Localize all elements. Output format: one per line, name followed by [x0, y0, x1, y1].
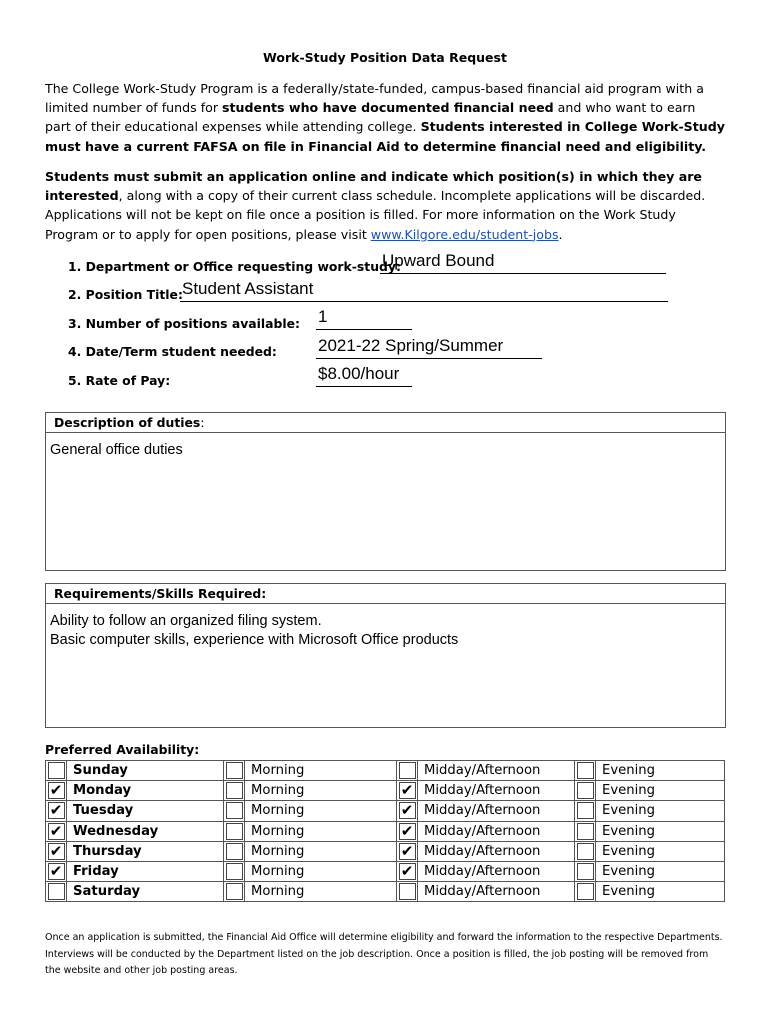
day-name: Saturday: [67, 882, 224, 902]
midday-label: Midday/Afternoon: [418, 882, 575, 902]
intro-emphasis: students who have documented financial need: [222, 100, 554, 116]
day-cell: [46, 882, 67, 902]
duties-field[interactable]: [46, 433, 725, 468]
morning-checkbox[interactable]: [226, 863, 243, 880]
midday-cell: [397, 781, 418, 801]
morning-checkbox[interactable]: [226, 802, 243, 819]
day-cell: [46, 761, 67, 781]
availability-row: [46, 861, 725, 881]
requirements-line: Ability to follow an organized filing system.: [50, 613, 322, 629]
availability-row: [46, 882, 725, 902]
duties-value: General office duties: [50, 442, 183, 458]
department-label: 1. Department or Office requesting work-study:: [68, 259, 401, 274]
midday-checkbox[interactable]: ✔: [399, 823, 416, 840]
availability-label: Preferred Availability:: [45, 742, 200, 757]
department-value: Upward Bound: [382, 251, 495, 270]
midday-label: Midday/Afternoon: [418, 841, 575, 861]
midday-cell: [397, 761, 418, 781]
application-text: , along with a copy of their current class schedule. Incomplete applications will be discarded. Applications will not be kept on file once a position is filled. For more information on the Work Study Program or to apply for open positions, please visit: [45, 188, 706, 242]
requirements-line: Basic computer skills, experience with Microsoft Office products: [50, 632, 459, 648]
morning-checkbox[interactable]: [226, 883, 243, 900]
midday-label: Midday/Afternoon: [418, 861, 575, 881]
day-checkbox[interactable]: ✔: [48, 863, 65, 880]
intro-paragraph: [45, 79, 725, 156]
evening-label: Evening: [596, 882, 725, 902]
evening-checkbox[interactable]: [577, 762, 594, 779]
rate-of-pay-label: 5. Rate of Pay:: [68, 373, 171, 388]
rate-of-pay-field[interactable]: [316, 364, 412, 387]
morning-cell: [224, 821, 245, 841]
position-title-field[interactable]: [180, 279, 668, 302]
midday-cell: [397, 801, 418, 821]
duties-label: Description of duties: [54, 415, 201, 430]
evening-label: Evening: [596, 761, 725, 781]
morning-checkbox[interactable]: [226, 823, 243, 840]
day-cell: [46, 801, 67, 821]
number-positions-value: 1: [318, 307, 328, 326]
availability-row: [46, 761, 725, 781]
page-title: Work-Study Position Data Request: [263, 50, 507, 65]
student-jobs-link[interactable]: www.Kilgore.edu/student-jobs: [370, 226, 559, 242]
morning-label: Morning: [245, 882, 397, 902]
day-checkbox[interactable]: ✔: [48, 823, 65, 840]
intro-text: The College Work-Study Program is a federally/state-funded, campus-based financial aid program with a limited number of funds for: [45, 81, 704, 116]
morning-cell: [224, 801, 245, 821]
morning-label: Morning: [245, 841, 397, 861]
number-positions-label: 3. Number of positions available:: [68, 316, 300, 331]
term-value: 2021-22 Spring/Summer: [318, 336, 504, 355]
midday-cell: [397, 861, 418, 881]
morning-label: Morning: [245, 801, 397, 821]
requirements-field[interactable]: [46, 604, 725, 658]
evening-checkbox[interactable]: [577, 863, 594, 880]
midday-checkbox[interactable]: [399, 762, 416, 779]
midday-cell: [397, 821, 418, 841]
department-field[interactable]: [380, 251, 666, 274]
day-checkbox[interactable]: ✔: [48, 782, 65, 799]
midday-cell: [397, 882, 418, 902]
requirements-header: Requirements/Skills Required:: [46, 584, 725, 604]
application-text: .: [558, 226, 563, 242]
evening-cell: [575, 781, 596, 801]
morning-cell: [224, 882, 245, 902]
evening-cell: [575, 801, 596, 821]
evening-cell: [575, 861, 596, 881]
morning-label: Morning: [245, 861, 397, 881]
evening-label: Evening: [596, 861, 725, 881]
midday-cell: [397, 841, 418, 861]
morning-label: Morning: [245, 761, 397, 781]
morning-cell: [224, 781, 245, 801]
evening-cell: [575, 821, 596, 841]
midday-checkbox[interactable]: ✔: [399, 802, 416, 819]
midday-label: Midday/Afternoon: [418, 761, 575, 781]
fafsa-requirement: Students interested in College Work-Study must have a current FAFSA on file in Financial Aid to determine financial need and eligibility.: [45, 119, 725, 154]
midday-label: Midday/Afternoon: [418, 781, 575, 801]
evening-label: Evening: [596, 781, 725, 801]
duties-section: [45, 412, 726, 571]
position-title-value: Student Assistant: [182, 279, 314, 298]
morning-label: Morning: [245, 781, 397, 801]
rate-of-pay-value: $8.00/hour: [318, 364, 400, 383]
day-checkbox[interactable]: ✔: [48, 843, 65, 860]
availability-row: [46, 781, 725, 801]
intro-text: and who want to earn part of their educational expenses while attending college.: [45, 100, 696, 135]
evening-checkbox[interactable]: [577, 883, 594, 900]
midday-checkbox[interactable]: ✔: [399, 782, 416, 799]
midday-checkbox[interactable]: ✔: [399, 843, 416, 860]
morning-checkbox[interactable]: [226, 843, 243, 860]
application-paragraph: [45, 167, 725, 244]
day-name: Tuesday: [67, 801, 224, 821]
application-requirement: Students must submit an application online and indicate which position(s) in which they are interested: [45, 169, 702, 204]
day-name: Thursday: [67, 841, 224, 861]
morning-label: Morning: [245, 821, 397, 841]
day-cell: [46, 861, 67, 881]
availability-row: [46, 841, 725, 861]
day-cell: [46, 841, 67, 861]
requirements-section: [45, 583, 726, 728]
evening-checkbox[interactable]: [577, 782, 594, 799]
footer-note: Once an application is submitted, the Financial Aid Office will determine eligibility and forward the information to the respective Departments. Interviews will be conducted by the Department listed on the job description. Once a position is filled, the job posting will be removed from the website and other job posting areas.: [45, 932, 723, 976]
evening-checkbox[interactable]: [577, 843, 594, 860]
midday-label: Midday/Afternoon: [418, 801, 575, 821]
day-checkbox[interactable]: [48, 762, 65, 779]
midday-checkbox[interactable]: [399, 883, 416, 900]
evening-checkbox[interactable]: [577, 823, 594, 840]
availability-row: [46, 801, 725, 821]
day-name: Sunday: [67, 761, 224, 781]
evening-cell: [575, 841, 596, 861]
number-positions-field[interactable]: [316, 307, 412, 330]
availability-table: [45, 760, 725, 902]
day-name: Wednesday: [67, 821, 224, 841]
day-cell: [46, 781, 67, 801]
morning-checkbox[interactable]: [226, 762, 243, 779]
availability-row: [46, 821, 725, 841]
position-title-label: 2. Position Title:: [68, 287, 183, 302]
day-checkbox[interactable]: ✔: [48, 802, 65, 819]
morning-checkbox[interactable]: [226, 782, 243, 799]
day-checkbox[interactable]: [48, 883, 65, 900]
duties-colon: :: [200, 415, 205, 430]
evening-cell: [575, 882, 596, 902]
day-name: Monday: [67, 781, 224, 801]
morning-cell: [224, 861, 245, 881]
day-cell: [46, 821, 67, 841]
duties-header: [46, 413, 725, 433]
morning-cell: [224, 761, 245, 781]
term-field[interactable]: [316, 336, 542, 359]
evening-label: Evening: [596, 801, 725, 821]
evening-label: Evening: [596, 821, 725, 841]
evening-label: Evening: [596, 841, 725, 861]
evening-cell: [575, 761, 596, 781]
midday-label: Midday/Afternoon: [418, 821, 575, 841]
evening-checkbox[interactable]: [577, 802, 594, 819]
day-name: Friday: [67, 861, 224, 881]
morning-cell: [224, 841, 245, 861]
midday-checkbox[interactable]: ✔: [399, 863, 416, 880]
term-label: 4. Date/Term student needed:: [68, 344, 277, 359]
